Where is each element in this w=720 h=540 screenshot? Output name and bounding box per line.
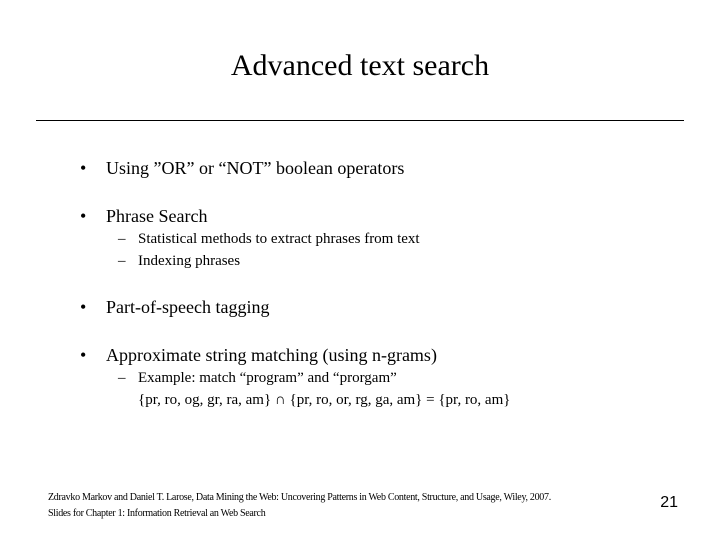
bullet-marker: •: [80, 345, 87, 365]
bullet-text: Part-of-speech tagging: [106, 297, 270, 317]
footer-line: Zdravko Markov and Daniel T. Larose, Data Mining the Web: Uncovering Patterns in Web Content, Structure, and Usage, Wiley, 2007.: [48, 492, 551, 503]
bullet-marker: •: [80, 297, 87, 317]
sub-bullet-item: [118, 228, 420, 250]
sub-bullet-text: Example: match “program” and “prorgam”: [138, 370, 397, 386]
footer-citation: [48, 490, 551, 522]
bullet-item: [80, 205, 207, 227]
sub-bullet-marker: –: [118, 231, 126, 247]
sub-bullet-item: [118, 367, 397, 389]
bullet-text: Phrase Search: [106, 206, 208, 226]
bullet-item: [80, 296, 269, 318]
bullet-item: [80, 344, 437, 366]
page-number: 21: [660, 494, 678, 511]
ngram-intersection-text: {pr, ro, og, gr, ra, am} ∩ {pr, ro, or, rg, ga, am} = {pr, ro, am}: [138, 392, 511, 408]
sub-bullet-marker: –: [118, 370, 126, 386]
sub-bullet-text: Statistical methods to extract phrases from text: [138, 231, 420, 247]
sub-bullet-text: Indexing phrases: [138, 253, 241, 269]
bullet-item: [80, 157, 404, 179]
bullet-marker: •: [80, 206, 87, 226]
bullet-marker: •: [80, 158, 87, 178]
slide-title: Advanced text search: [230, 49, 490, 82]
bullet-text: Using ”OR” or “NOT” boolean operators: [106, 158, 405, 178]
footer-line: Slides for Chapter 1: Information Retrieval an Web Search: [48, 508, 266, 519]
title-divider: [36, 120, 684, 121]
sub-bullet-item: [118, 250, 240, 272]
sub-bullet-marker: –: [118, 253, 126, 269]
bullet-text: Approximate string matching (using n-grams): [106, 345, 437, 365]
